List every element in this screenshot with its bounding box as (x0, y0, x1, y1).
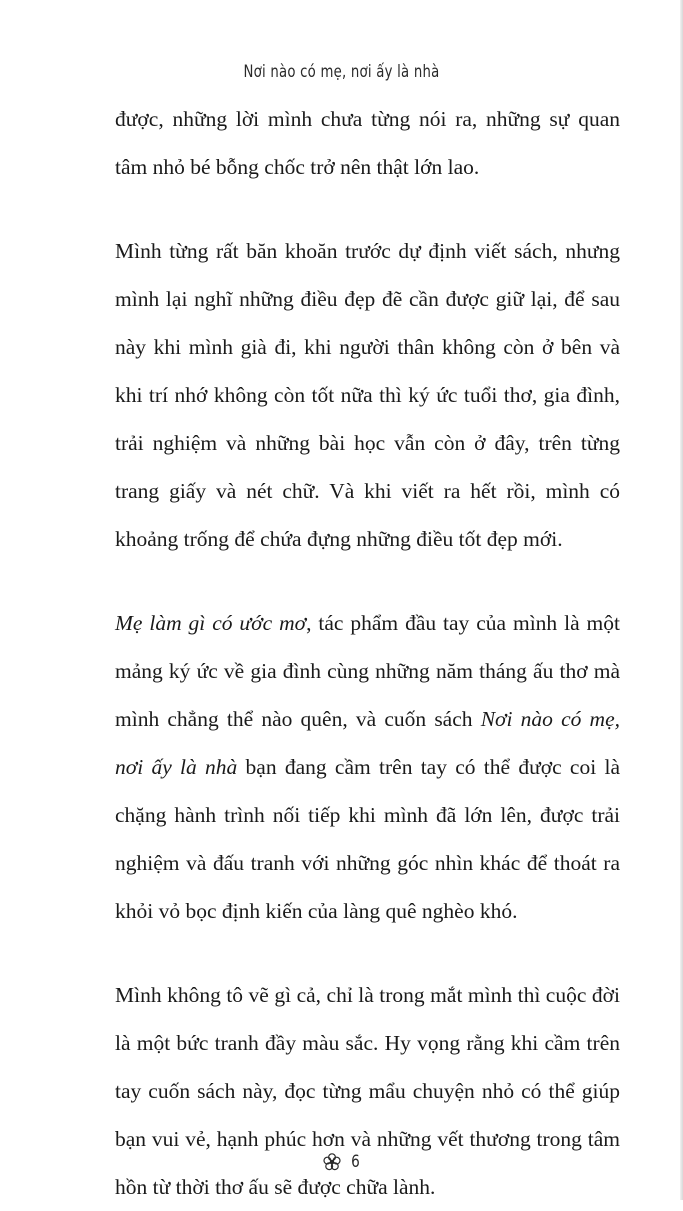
paragraph-2: Mình từng rất băn khoăn trước dự định viết sách, nhưng mình lại nghĩ những điều đẹp đẽ cần được giữ lại, để sau này khi mình già đi, khi người thân không còn ở bên và khi trí nhớ không còn tốt nữa thì ký ức tuổi thơ, gia đình, trải nghiệm và những bài học vẫn còn ở đây, trên từng trang giấy và nét chữ. Và khi viết ra hết rồi, mình có khoảng trống để chứa đựng những điều tốt đẹp mới. (115, 239, 620, 551)
page-number: 6 (351, 1152, 360, 1172)
paragraph-3 (115, 599, 620, 935)
running-header: Nơi nào có mẹ, nơi ấy là nhà (243, 62, 440, 82)
paragraph-4: Mình không tô vẽ gì cả, chỉ là trong mắt mình thì cuộc đời là một bức tranh đầy màu sắc. Hy vọng rằng khi cầm trên tay cuốn sách này, đọc từng mẩu chuyện nhỏ có thể giúp bạn vui vẻ, hạnh phúc hơn và những vết thương trong tâm hồn từ thời thơ ấu sẽ được chữa lành. (115, 983, 620, 1199)
page-footer (0, 1152, 683, 1172)
paragraph-1: được, những lời mình chưa từng nói ra, những sự quan tâm nhỏ bé bỗng chốc trở nên thật lớn lao. (115, 107, 620, 179)
paragraph-3-text-2: bạn đang cầm trên tay có thể được coi là chặng hành trình nối tiếp khi mình đã lớn lên, được trải nghiệm và đấu tranh với những góc nhìn khác để thoát ra khỏi vỏ bọc định kiến của làng quê nghèo khó. (115, 755, 620, 923)
book-title-italic-1: Mẹ làm gì có ước mơ (115, 611, 307, 635)
body-text (115, 95, 620, 1211)
book-title-italic-2: Nơi nào có mẹ, nơi ấy là nhà (115, 707, 621, 779)
paragraph-3-text-1: , tác phẩm đầu tay của mình là một mảng ký ức về gia đình cùng những năm tháng ấu thơ mà mình chẳng thể nào quên, và cuốn sách (115, 611, 620, 731)
flower-icon (322, 1152, 342, 1172)
